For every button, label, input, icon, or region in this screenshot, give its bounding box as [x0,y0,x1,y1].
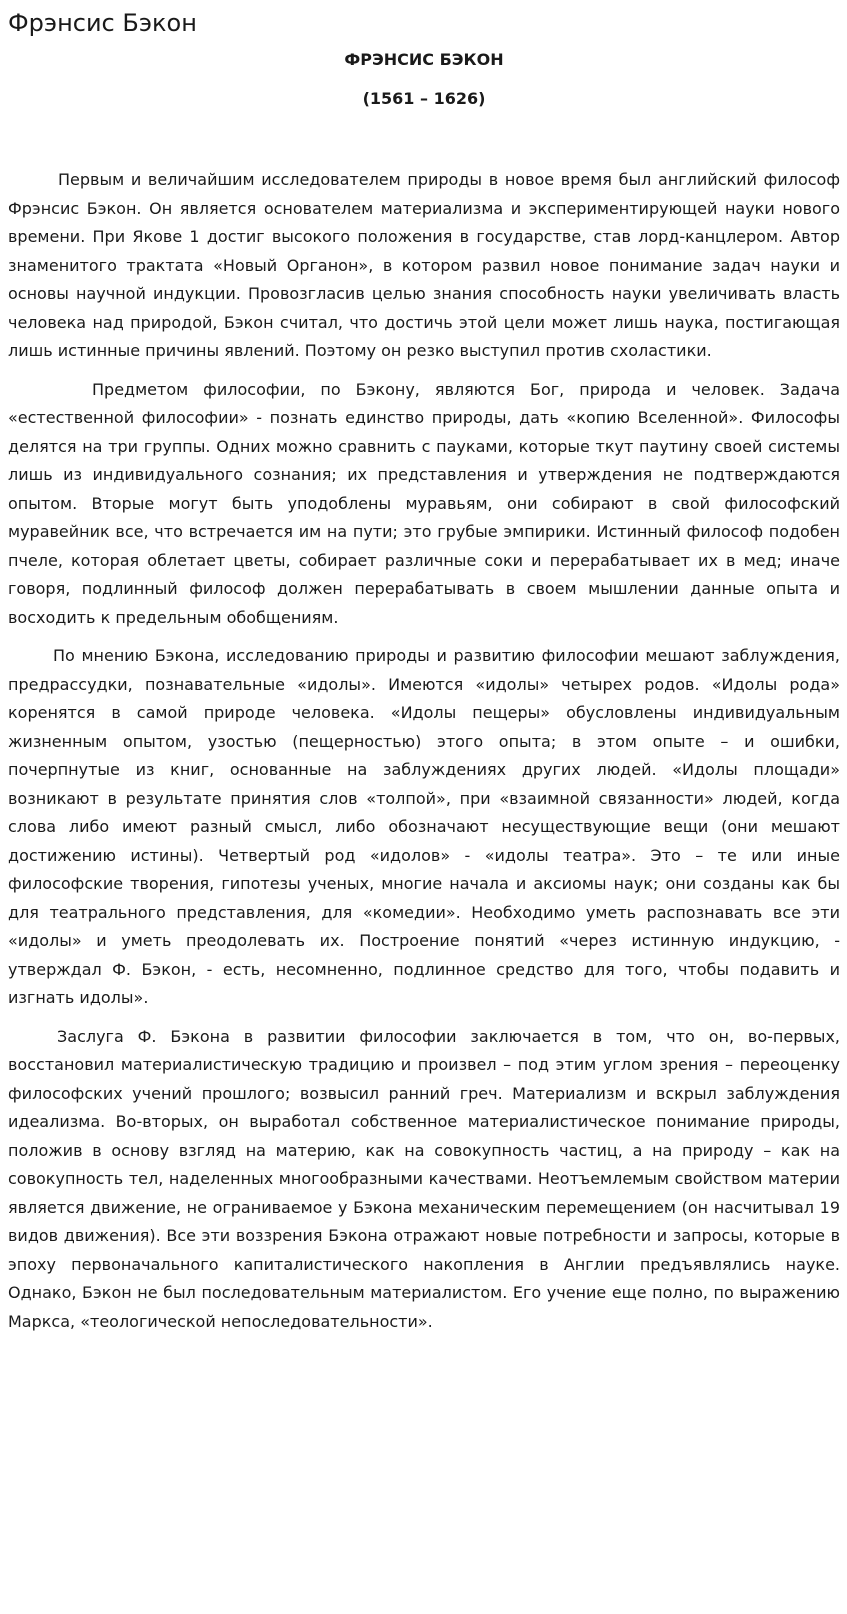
article-heading-dates: (1561 – 1626) [362,89,486,108]
paragraph-4: Заслуга Ф. Бэкона в развитии философии заключается в том, что он, во-первых, восстановил материалистическую традицию и произвел – под этим углом зрения – переоценку философских учений прошлого; возвысил ранний греч. Материализм и вскрыл заблуждения идеализма. Во-вторых, он выработал собственное материалистическое понимание природы, положив в основу взгляд на материю, как на совокупность частиц, а на природу – как на совокупность тел, наделенных многообразными качествами. Неотъемлемым свойством материи является движение, не ограниваемое у Бэкона механическим перемещением (он насчитывал 19 видов движения). Все эти воззрения Бэкона отражают новые потребности и запросы, которые в эпоху первоначального капиталистического накопления в Англии предъявлялись науке. Однако, Бэкон не был последовательным материалистом. Его учение еще полно, по выражению Маркса, «теологической непоследовательности». [8,1026,840,1331]
article-heading-name: ФРЭНСИС БЭКОН [344,50,504,69]
paragraph-3: По мнению Бэкона, исследованию природы и развитию философии мешают заблуждения, предрассудки, познавательные «идолы». Имеются «идолы» четырех родов. «Идолы рода» коренятся в самой природе человека. «Идолы пещеры» обусловлены индивидуальным жизненным опытом, узостью (пещерностью) этого опыта; в этом опыте – и ошибки, почерпнутые из книг, основанные на заблуждениях других людей. «Идолы площади» возникают в результате принятия слов «толпой», при «взаимной связанности» людей, когда слова либо имеют разный смысл, либо обозначают несуществующие вещи (они мешают достижению истины). Четвертый род «идолов» - «идолы театра». Это – те или иные философские творения, гипотезы ученых, многие начала и аксиомы наук; они созданы как бы для театрального представления, для «комедии». Необходимо уметь распознавать все эти «идолы» и уметь преодолевать их. Построение понятий «через истинную индукцию, - утверждал Ф. Бэкон, - есть, несомненно, подлинное средство для того, чтобы подавить и изгнать идолы». [8,646,840,1007]
document-page [8,0,840,1346]
paragraph-2: Предметом философии, по Бэкону, являются Бог, природа и человек. Задача «естественной философии» - познать единство природы, дать «копию Вселенной». Философы делятся на три группы. Одних можно сравнить с пауками, которые ткут паутину своей системы лишь из индивидуального сознания; их представления и утверждения не подтверждаются опытом. Вторые могут быть уподоблены муравьям, они собирают в свой философский муравейник все, что встречается им на пути; это грубые эмпирики. Истинный философ подобен пчеле, которая облетает цветы, собирает различные соки и перерабатывает их в мед; иначе говоря, подлинный философ должен перерабатывать в своем мышлении данные опыта и восходить к предельным обобщениям. [8,379,840,627]
paragraph-1: Первым и величайшим исследователем природы в новое время был английский философ Фрэнсис Бэкон. Он является основателем материализма и экспериментирующей науки нового времени. При Якове 1 достиг высокого положения в государстве, став лорд-канцлером. Автор знаменитого трактата «Новый Органон», в котором развил новое понимание задач науки и основы научной индукции. Провозгласив целью знания способность науки увеличивать власть человека над природой, Бэкон считал, что достичь этой цели может лишь наука, постигающая лишь истинные причины явлений. Поэтому он резко выступил против схоластики. [8,170,840,360]
article-body [8,166,840,1336]
document-title: Фрэнсис Бэкон [8,9,197,37]
